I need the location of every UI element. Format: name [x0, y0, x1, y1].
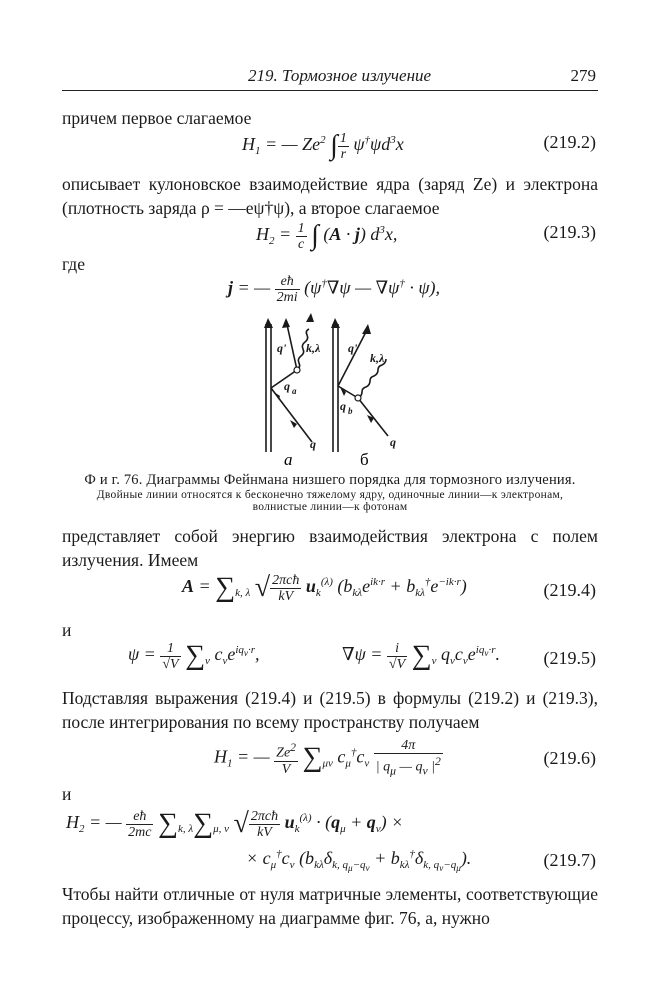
equation-body-2: × $c_\mu^\dagger c_\nu$ $(b_{k\lambda}\delta_{k, q_\mu-q_\nu} + b_{k\lambda}^\dagger\delta_{k, q_\nu-q_\mu})$. — [246, 848, 472, 874]
equation-number: (219.7) — [543, 850, 596, 870]
section-title: 219. Тормозное излучение — [248, 66, 432, 85]
equation-current — [62, 270, 598, 310]
equation-219-5 — [62, 634, 598, 682]
arrow-head — [306, 313, 314, 322]
equation-number: (219.2) — [543, 132, 596, 152]
equation-number: (219.5) — [543, 648, 596, 668]
equation-number: (219.3) — [543, 222, 596, 242]
vertex-a — [294, 367, 300, 373]
label-k-lambda-b: k,λ — [370, 351, 385, 365]
electron-out-b — [338, 328, 368, 386]
label-q-a: q — [310, 437, 316, 451]
equation-body: $H_1$ = — $\frac{Ze^2}{V}$ $\sum_{\mu\nu}$ $c_\mu^\dagger c_\nu$ $\frac{4\pi}{| q_\mu — q_\nu |^2}$ — [214, 738, 441, 778]
label-k-lambda-a: k,λ — [306, 341, 321, 355]
equation-body: $H_2$ = — $\frac{eħ}{2mc}$ $\sum_{k, \lambda}\sum_{\mu, \nu}$ √ $\frac{\text{2πcħ}}{kV}$ $u_k^{(\lambda)} \cdot (q_\mu + q_\nu)$ × — [66, 808, 404, 840]
label-q-prime-a: q' — [277, 341, 287, 355]
paragraph-2: описывает кулоновское взаимодействие ядра (заряд Ze) и электрона (плотность заряда ρ = —eψ†ψ), а второе слагаемое — [62, 174, 598, 218]
equation-219-4 — [62, 568, 598, 616]
equation-219-3 — [62, 218, 598, 254]
paragraph-8: Чтобы найти отличные от нуля матричные элементы, соответствующие процессу, изображенному на диаграмме фиг. 76, a, нужно — [62, 884, 598, 928]
diagram-label-b: б — [360, 450, 369, 468]
label-q-prime-b: q' — [348, 341, 358, 355]
equation-219-6 — [62, 736, 598, 782]
diagram-label-a: a — [284, 450, 293, 468]
equation-body: ψ = $\frac{1}{√V}$ $\sum_\nu$ $c_\nu e^{iq_\nu\cdot r}$, — [128, 640, 260, 672]
equation-body: $A = \sum_{k, \lambda}$ √ $\frac{\text{2πcħ}}{kV}$ $u_k^{(\lambda)}$ $(b_{k\lambda}e^{ik\cdot r} + b_{k\lambda}^\dagger e^{-ik\cdot r})$ — [182, 572, 467, 604]
label-qb: q — [340, 399, 346, 413]
paragraph-5: и — [62, 620, 72, 640]
equation-body-2: ∇ψ = $\frac{i}{√V}$ $\sum_\nu$ $q_\nu c_\nu e^{iq_\nu\cdot r}$. — [342, 640, 500, 672]
feynman-diagram — [250, 312, 420, 468]
equation-219-7 — [62, 806, 598, 880]
caption-line-3: волнистые линии—к фотонам — [252, 501, 408, 513]
equation-number: (219.6) — [543, 748, 596, 768]
label-qb-sub: b — [348, 406, 353, 416]
arrow-head — [282, 318, 290, 328]
equation-body: $H_2$ = $\frac{1}{c}$ ∫ (A · j) $d^3x$, — [256, 220, 398, 252]
equation-number: (219.4) — [543, 580, 596, 600]
paragraph-4: представляет собой энергию взаимодействия электрона с полем излучения. Имеем — [62, 526, 598, 570]
arrow-head — [264, 318, 273, 328]
arrow-head — [362, 324, 371, 334]
equation-body: $H_1$ = — Ze$^2$ ∫ $\frac{1}{r}$ $\psi^\dagger\psi d^3x$ — [242, 130, 404, 162]
running-header — [62, 64, 598, 91]
page-number: 279 — [570, 66, 596, 85]
caption-line-2: Двойные линии относятся к бесконечно тяжелому ядру, одиночные линии—к электронам, — [96, 489, 564, 501]
paragraph-7: и — [62, 784, 72, 804]
electron-in-b — [358, 398, 388, 436]
electron-out-a — [286, 320, 297, 370]
label-q-b: q — [390, 435, 396, 449]
equation-body: j = — $\frac{eħ}{2mi}$ (ψ†∇ψ — ∇ψ† · ψ), — [228, 274, 441, 305]
arrow-head — [274, 392, 280, 400]
figure-caption — [62, 472, 598, 513]
arrow-head — [331, 318, 340, 328]
label-qa: q — [284, 379, 290, 393]
paragraph-1: причем первое слагаемое — [62, 108, 252, 128]
caption-line-1: Ф и г. 76. Диаграммы Фейнмана низшего порядка для тормозного излучения. — [84, 472, 576, 488]
equation-219-2 — [62, 128, 598, 162]
vertex-b — [355, 395, 361, 401]
label-qa-sub: a — [292, 386, 297, 396]
paragraph-6: Подставляя выражения (219.4) и (219.5) в формулы (219.2) и (219.3), после интегрирования по всему пространству получаем — [62, 688, 598, 732]
paragraph-3: где — [62, 254, 85, 274]
